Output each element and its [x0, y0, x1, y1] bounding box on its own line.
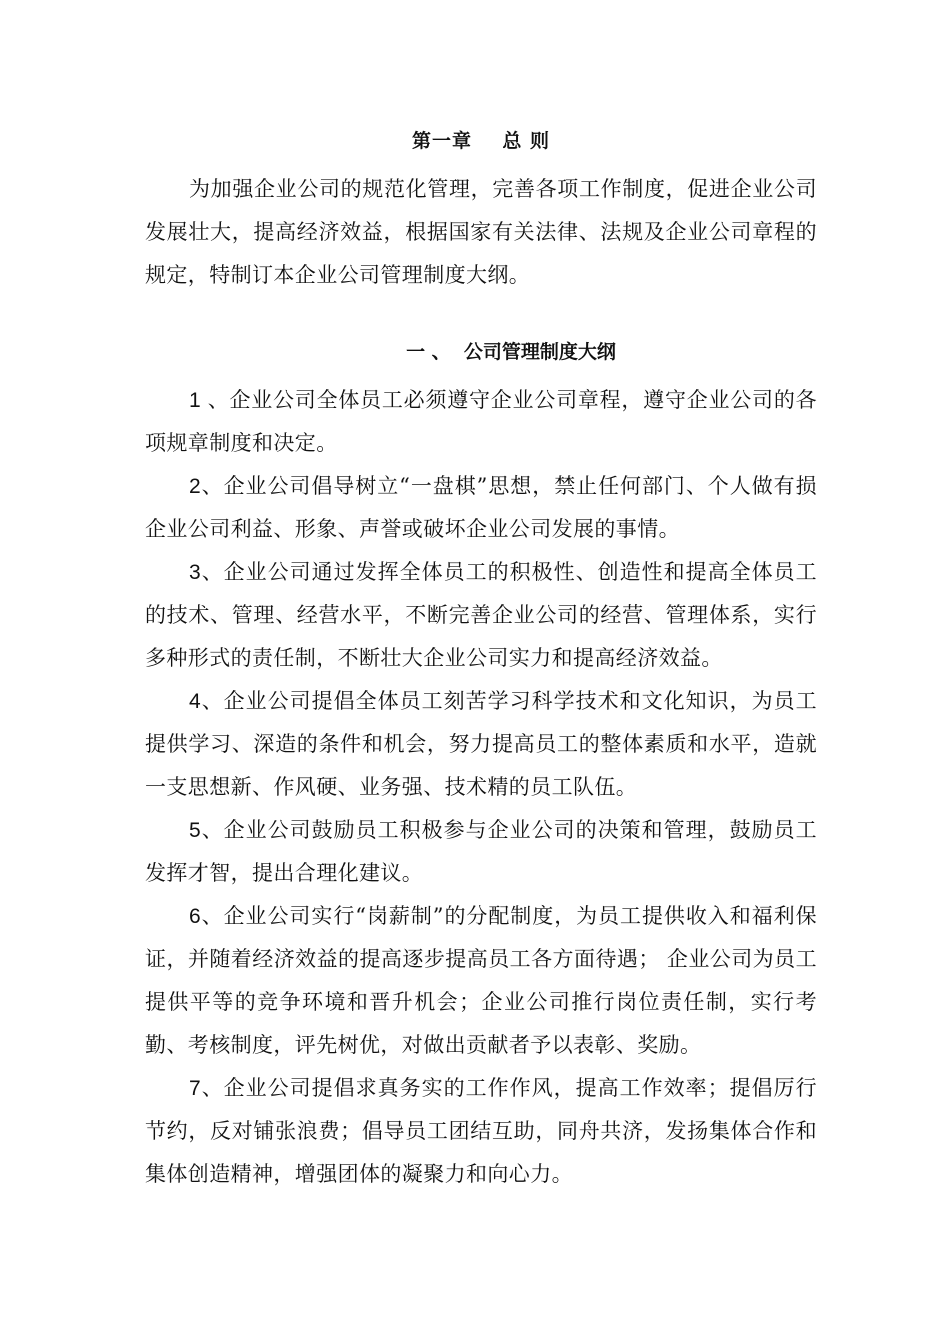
item-text: 、企业公司全体员工必须遵守企业公司章程，遵守企业公司的各项规章制度和决定。 [145, 388, 817, 455]
chapter-title: 第一章 总 则 [411, 130, 551, 152]
item-number: 4 [189, 690, 202, 713]
section-gap [145, 297, 817, 337]
intro-paragraph: 为加强企业公司的规范化管理，完善各项工作制度，促进企业公司发展壮大，提高经济效益，根据国家有关法律、法规及企业公司章程的规定，特制订本企业公司管理制度大纲。 [145, 177, 817, 287]
item-text: 、企业公司倡导树立“一盘棋”思想，禁止任何部门、个人做有损企业公司利益、形象、声誉或破坏企业公司发展的事情。 [145, 474, 817, 541]
list-item [145, 379, 817, 465]
section-title: 一 、 公司管理制度大纲 [406, 341, 616, 363]
item-number: 1 [189, 389, 208, 412]
list-item [145, 1067, 817, 1196]
list-item [145, 465, 817, 551]
item-text: 、企业公司通过发挥全体员工的积极性、创造性和提高全体员工的技术、管理、经营水平，不断完善企业公司的经营、管理体系，实行多种形式的责任制，不断壮大企业公司实力和提高经济效益。 [145, 560, 817, 670]
item-text: 、企业公司提倡全体员工刻苦学习科学技术和文化知识，为员工提供学习、深造的条件和机会，努力提高员工的整体素质和水平，造就一支思想新、作风硬、业务强、技术精的员工队伍。 [145, 689, 817, 799]
item-number: 3 [189, 561, 202, 584]
document-body [145, 126, 817, 1196]
item-number: 5 [189, 819, 202, 842]
item-text: 、企业公司实行“岗薪制”的分配制度，为员工提供收入和福利保证，并随着经济效益的提高逐步提高员工各方面待遇； 企业公司为员工提供平等的竞争环境和晋升机会；企业公司推行岗位责任制，实行考勤、考核制度，评先树优，对做出贡献者予以表彰、奖励。 [145, 904, 817, 1057]
list-item [145, 809, 817, 895]
list-item [145, 895, 817, 1067]
item-number: 7 [189, 1077, 202, 1100]
list-item [145, 680, 817, 809]
item-text: 、企业公司鼓励员工积极参与企业公司的决策和管理，鼓励员工发挥才智，提出合理化建议。 [145, 818, 817, 885]
item-number: 2 [189, 475, 202, 498]
item-number: 6 [189, 905, 202, 928]
list-item [145, 551, 817, 680]
item-text: 、企业公司提倡求真务实的工作作风，提高工作效率；提倡厉行节约，反对铺张浪费；倡导员工团结互助，同舟共济，发扬集体合作和集体创造精神，增强团体的凝聚力和向心力。 [145, 1076, 817, 1186]
